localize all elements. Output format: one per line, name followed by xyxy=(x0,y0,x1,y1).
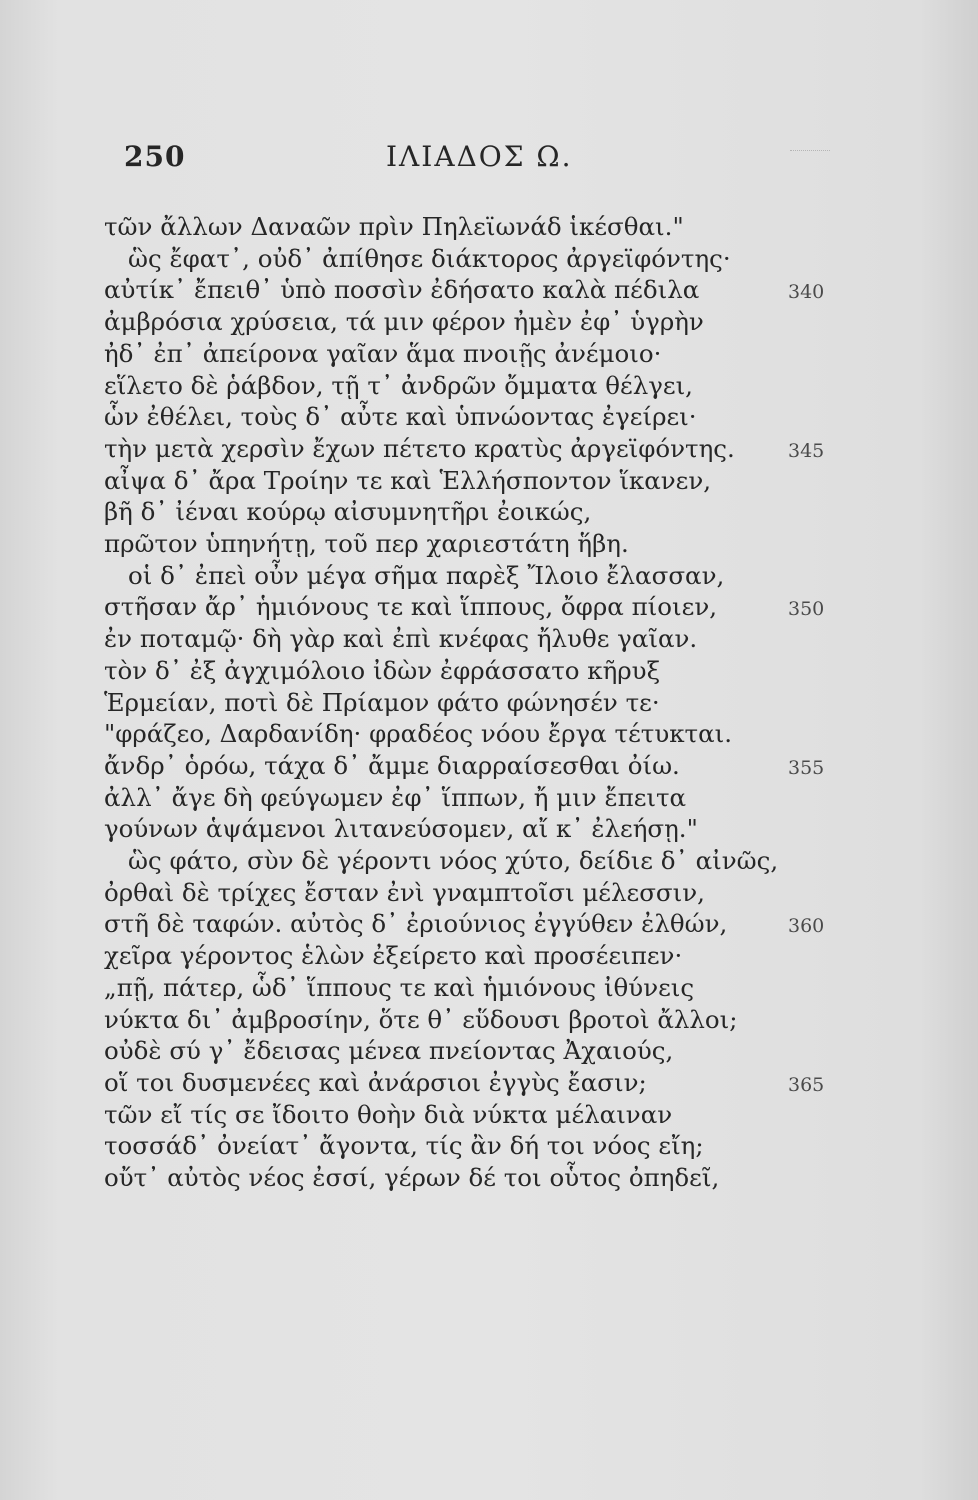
verse-line: ἀμβρόσια χρύσεια, τά μιν φέρον ἠμὲν ἐφ᾽ ὑγρὴν xyxy=(104,307,704,336)
verse-line: τῶν ἄλλων Δαναῶν πρὶν Πηλεϊωνάδ ἱκέσθαι." xyxy=(104,212,684,241)
verse-line: ὧν ἐθέλει, τοὺς δ᾽ αὖτε καὶ ὑπνώοντας ἐγείρει· xyxy=(104,402,697,431)
verse-line: χεῖρα γέροντος ἑλὼν ἐξείρετο καὶ προσέειπεν· xyxy=(104,941,683,970)
verse-line: ὣς φάτο, σὺν δὲ γέροντι νόος χύτο, δείδιε δ᾽ αἰνῶς, xyxy=(128,846,779,875)
verse-line: αὐτίκ᾽ ἔπειθ᾽ ὑπὸ ποσσὶν ἐδήσατο καλὰ πέδιλα xyxy=(104,275,700,304)
verse-line: ἠδ᾽ ἐπ᾽ ἀπείρονα γαῖαν ἅμα πνοιῇς ἀνέμοιο· xyxy=(104,339,662,368)
verse-line: ἐν ποταμῷ· δὴ γὰρ καὶ ἐπὶ κνέφας ἤλυθε γαῖαν. xyxy=(104,624,698,653)
verse-line: ἀλλ᾽ ἄγε δὴ φεύγωμεν ἐφ᾽ ἵππων, ἤ μιν ἔπειτα xyxy=(104,783,687,812)
verse-line: ὀρθαὶ δὲ τρίχες ἔσταν ἐνὶ γναμπτοῖσι μέλεσσιν, xyxy=(104,878,705,907)
line-number: 355 xyxy=(788,757,825,779)
verse-line: τῶν εἴ τίς σε ἴδοιτο θοὴν διὰ νύκτα μέλαιναν xyxy=(104,1100,673,1129)
line-number: 340 xyxy=(788,281,825,303)
verse-line: οὐδὲ σύ γ᾽ ἔδεισας μένεα πνείοντας Ἀχαιούς, xyxy=(104,1036,674,1065)
book-title: ΙΛΙΑΔΟΣ Ω. xyxy=(386,140,573,173)
verse-line: οἵ τοι δυσμενέες καὶ ἀνάρσιοι ἐγγὺς ἔασιν; xyxy=(104,1068,647,1097)
verse-line: εἵλετο δὲ ῥάβδον, τῇ τ᾽ ἀνδρῶν ὄμματα θέλγει, xyxy=(104,371,693,400)
verse-line: νύκτα δι᾽ ἀμβροσίην, ὅτε θ᾽ εὕδουσι βροτοὶ ἄλλοι; xyxy=(104,1005,738,1034)
verse-line: γούνων ἁψάμενοι λιτανεύσομεν, αἴ κ᾽ ἐλεήσῃ." xyxy=(104,814,698,843)
verse-line: τὴν μετὰ χερσὶν ἔχων πέτετο κρατὺς ἀργεϊφόντης. xyxy=(104,434,735,463)
verse-line: τοσσάδ᾽ ὀνείατ᾽ ἄγοντα, τίς ἂν δή τοι νόος εἴη; xyxy=(104,1131,704,1160)
line-number: 360 xyxy=(788,915,825,937)
verse-line: αἶψα δ᾽ ἄρα Τροίην τε καὶ Ἑλλήσποντον ἵκανεν, xyxy=(104,466,712,495)
page-number: 250 xyxy=(124,140,186,173)
verse-line: "φράζεο, Δαρδανίδη· φραδέος νόου ἔργα τέτυκται. xyxy=(104,719,733,748)
verse-line: οἱ δ᾽ ἐπεὶ οὖν μέγα σῆμα παρὲξ Ἴλοιο ἔλασσαν, xyxy=(128,561,725,590)
verse-line: στῆσαν ἄρ᾽ ἡμιόνους τε καὶ ἵππους, ὄφρα πίοιεν, xyxy=(104,592,718,621)
verse-line: τὸν δ᾽ ἐξ ἀγχιμόλοιο ἰδὼν ἐφράσσατο κῆρυξ xyxy=(104,656,661,685)
verse-line: πρῶτον ὑπηνήτῃ, τοῦ περ χαριεστάτη ἥβη. xyxy=(104,529,629,558)
line-number: 350 xyxy=(788,598,825,620)
verse-line: ἄνδρ᾽ ὁρόω, τάχα δ᾽ ἄμμε διαρραίσεσθαι ὀίω. xyxy=(104,751,680,780)
verse-line: ὣς ἔφατ᾽, οὐδ᾽ ἀπίθησε διάκτορος ἀργεϊφόντης· xyxy=(128,244,731,273)
line-number: 365 xyxy=(788,1074,825,1096)
verse-line: βῆ δ᾽ ἰέναι κούρῳ αἰσυμνητῆρι ἐοικώς, xyxy=(104,497,592,526)
verse-line: Ἑρμείαν, ποτὶ δὲ Πρίαμον φάτο φώνησέν τε· xyxy=(104,688,660,717)
verse-line: οὔτ᾽ αὐτὸς νέος ἐσσί, γέρων δέ τοι οὗτος ὀπηδεῖ, xyxy=(104,1163,720,1192)
verse-line: στῆ δὲ ταφών. αὐτὸς δ᾽ ἐριούνιος ἐγγύθεν ἐλθών, xyxy=(104,909,728,938)
verse-line: „πῇ, πάτερ, ὧδ᾽ ἵππους τε καὶ ἡμιόνους ἰθύνεις xyxy=(104,973,695,1002)
line-number: 345 xyxy=(788,440,825,462)
